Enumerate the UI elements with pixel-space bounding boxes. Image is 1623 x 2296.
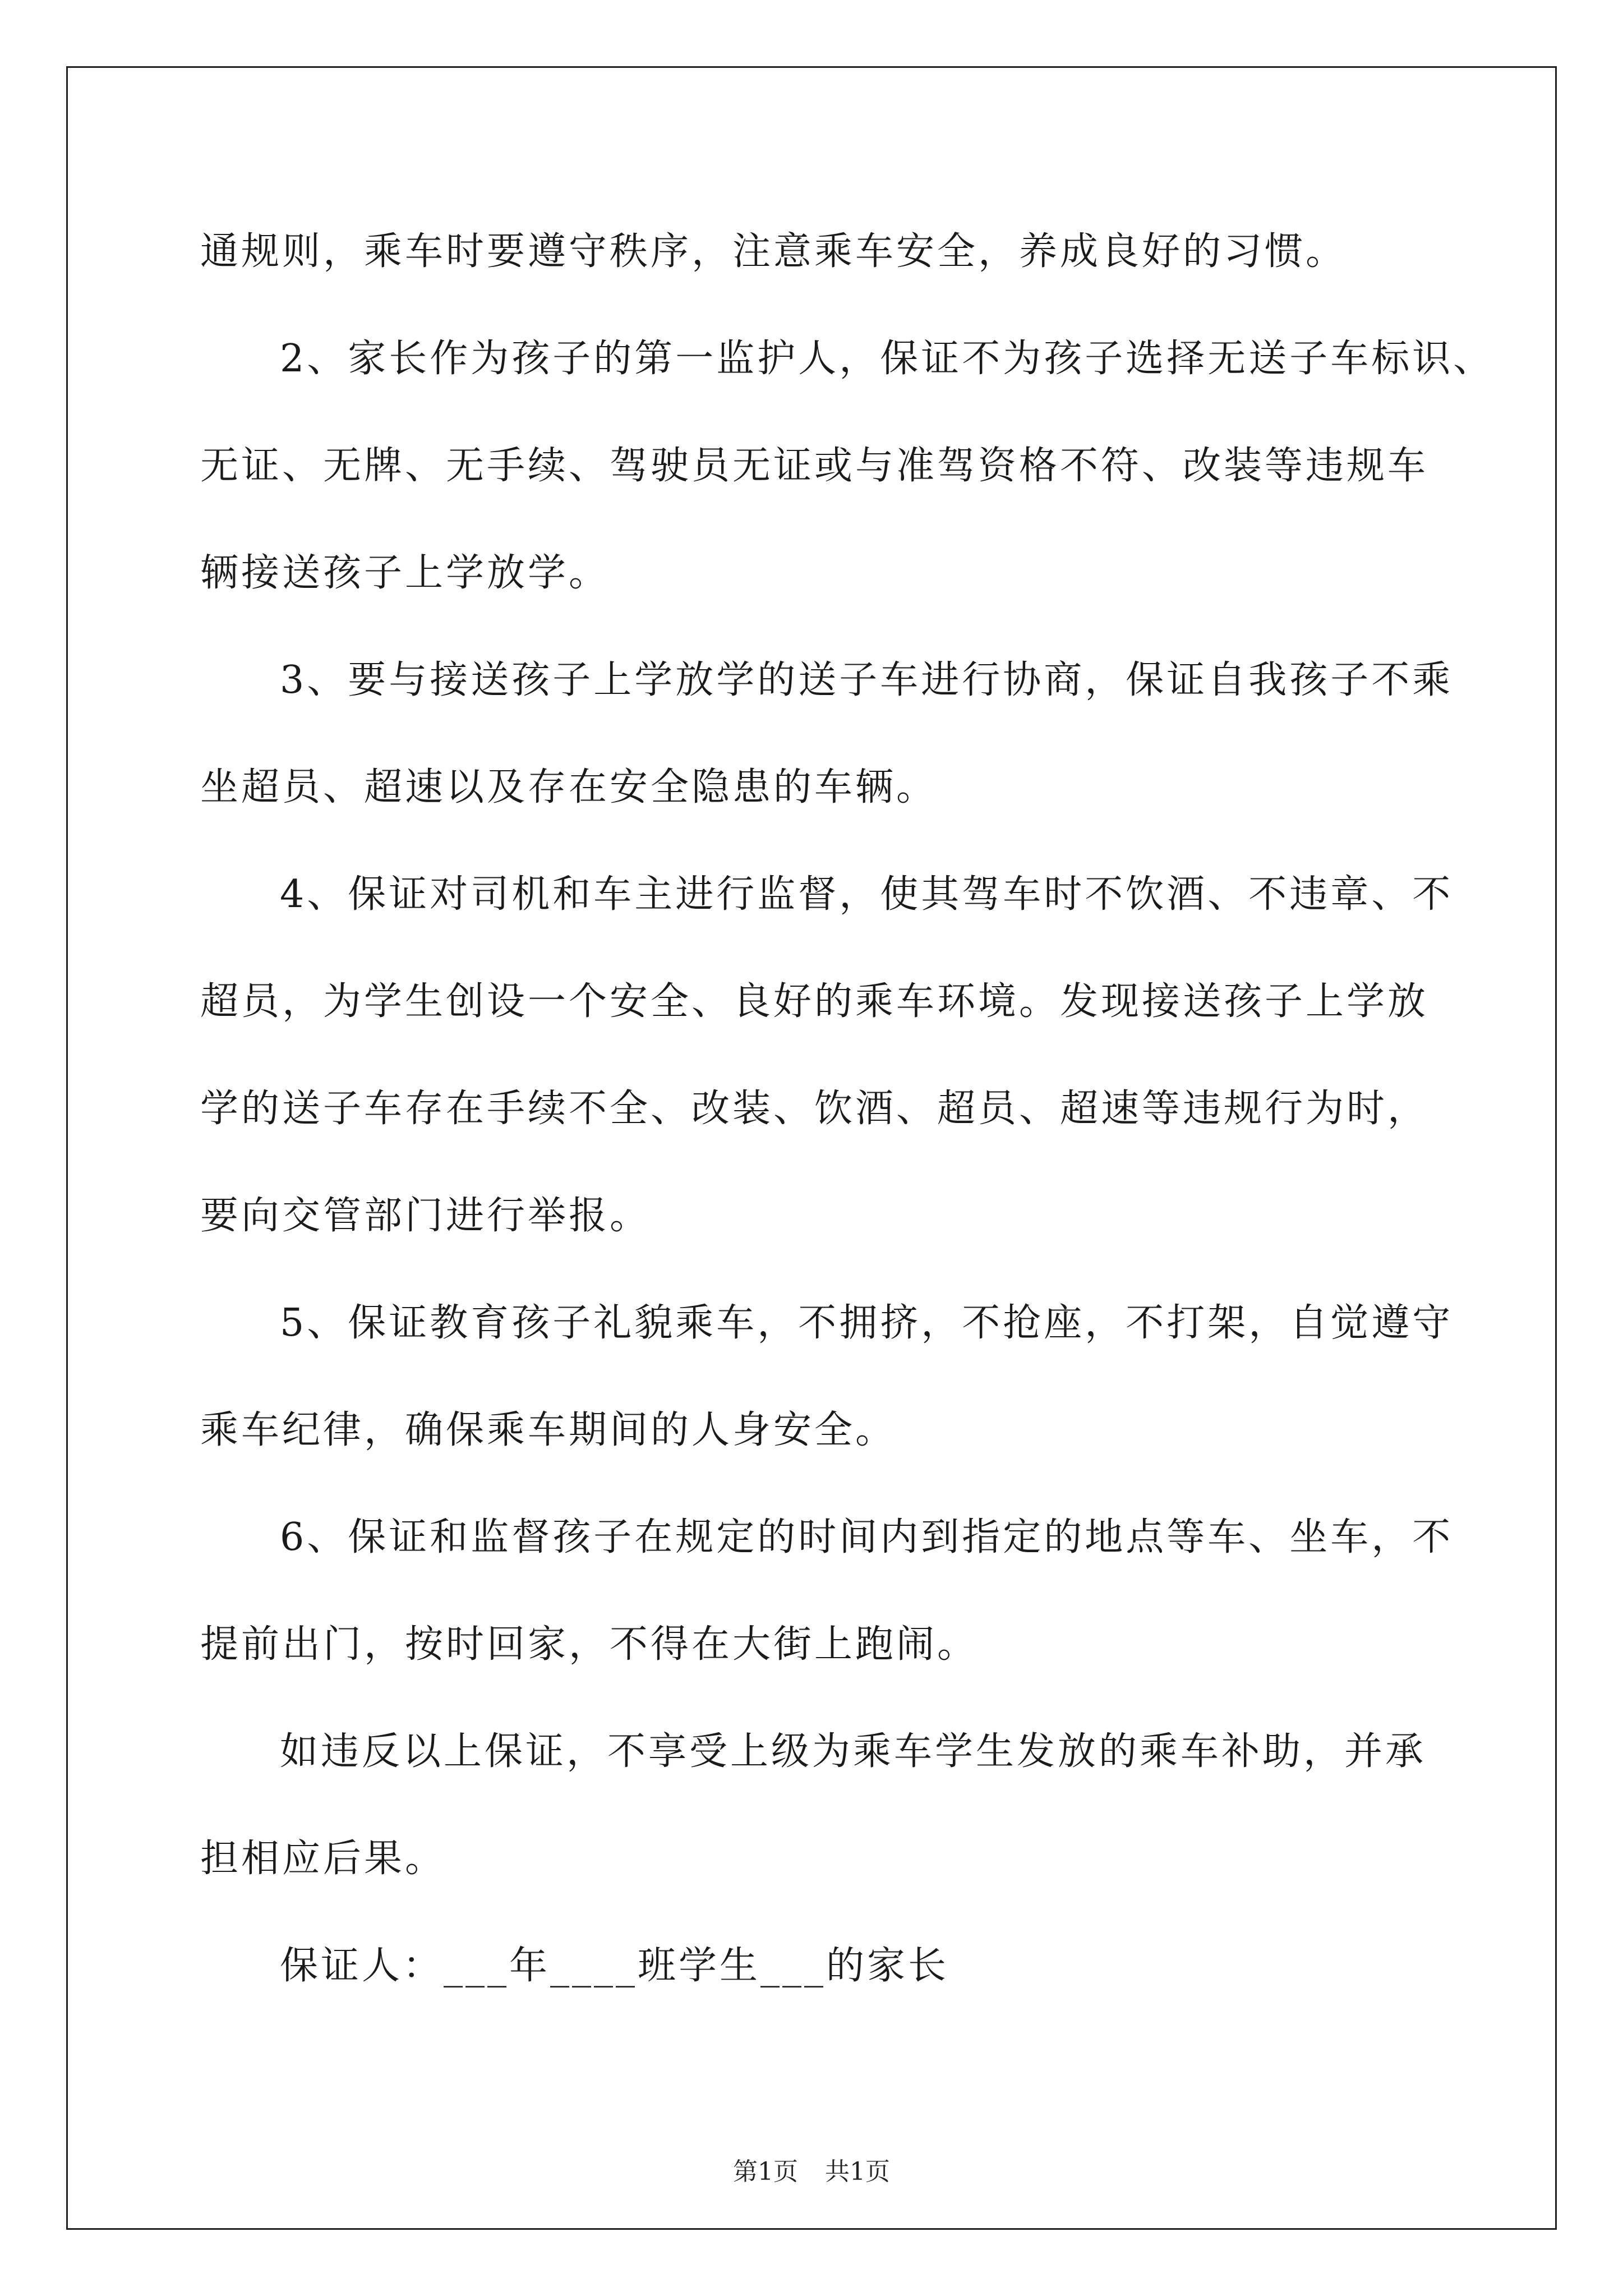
page-frame	[66, 66, 1557, 2230]
text-line: 3、要与接送孩子上学放学的送子车进行协商，保证自我孩子不乘	[280, 658, 1454, 702]
text-line: 4、保证对司机和车主进行监督，使其驾车时不饮酒、不违章、不	[280, 872, 1454, 917]
text-line: 2、家长作为孩子的第一监护人，保证不为孩子选择无送子车标识、	[280, 337, 1495, 381]
text-line: 学的送子车存在手续不全、改装、饮酒、超员、超速等违规行为时，	[200, 1087, 1429, 1131]
text-line: 乘车纪律，确保乘车期间的人身安全。	[200, 1408, 897, 1452]
text-line: 辆接送孩子上学放学。	[200, 551, 610, 595]
text-line: 5、保证教育孩子礼貌乘车，不拥挤，不抢座，不打架，自觉遵守	[280, 1301, 1454, 1345]
text-line: 提前出门，按时回家，不得在大街上跑闹。	[200, 1622, 979, 1667]
text-line: 无证、无牌、无手续、驾驶员无证或与准驾资格不符、改装等违规车	[200, 444, 1429, 488]
text-line: 如违反以上保证，不享受上级为乘车学生发放的乘车补助，并承	[280, 1729, 1427, 1774]
page-number: 第1页	[733, 2157, 798, 2186]
text-line: 要向交管部门进行举报。	[200, 1194, 651, 1238]
text-line: 担相应后果。	[200, 1837, 446, 1881]
page-footer	[0, 2155, 1623, 2189]
text-line: 通规则，乘车时要遵守秩序，注意乘车安全，养成良好的习惯。	[200, 229, 1347, 274]
text-line: 坐超员、超速以及存在安全隐患的车辆。	[200, 765, 938, 809]
text-line: 6、保证和监督孩子在规定的时间内到指定的地点等车、坐车，不	[280, 1515, 1454, 1559]
page-total: 共1页	[825, 2157, 890, 2186]
signature-line: 保证人：___年____班学生___的家长	[280, 1944, 949, 1988]
text-line: 超员，为学生创设一个安全、良好的乘车环境。发现接送孩子上学放	[200, 979, 1429, 1024]
